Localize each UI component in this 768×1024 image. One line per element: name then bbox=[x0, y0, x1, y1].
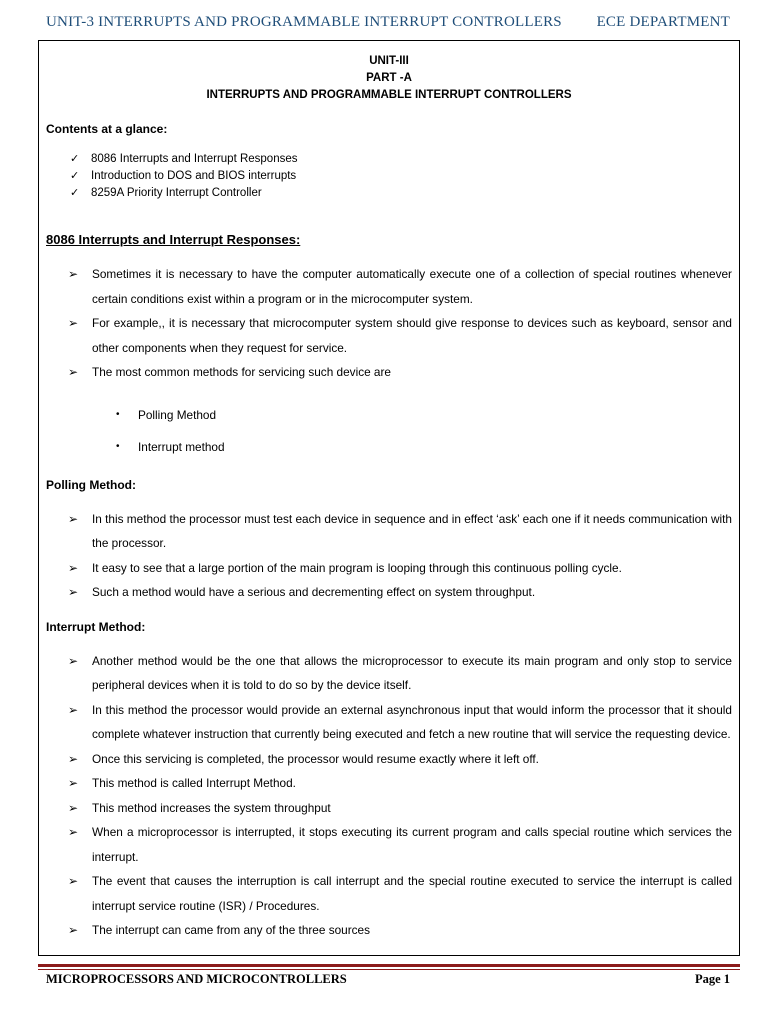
arrow-bullet-icon: ➢ bbox=[68, 825, 79, 839]
check-icon: ✓ bbox=[70, 153, 80, 165]
arrow-bullet-icon: ➢ bbox=[68, 874, 79, 888]
list-item: ➢ For example,, it is necessary that microcomputer system should give response to devices such as keyboard, sensor and other components when they request for service. bbox=[68, 311, 732, 360]
page-header bbox=[46, 14, 730, 38]
footer-rule-thick bbox=[38, 964, 740, 967]
list-item: ➢ Another method would be the one that allows the microprocessor to execute its main program and only stop to service peripheral devices when it is told to do so by the device itself. bbox=[68, 649, 732, 698]
interrupt-heading: Interrupt Method: bbox=[46, 619, 146, 634]
list-item: ➢ This method is called Interrupt Method. bbox=[68, 771, 732, 796]
list-item: ➢ The event that causes the interruption is call interrupt and the special routine executed to service the interrupt is called interrupt service routine (ISR) / Procedures. bbox=[68, 869, 732, 918]
footer-rule-thin bbox=[38, 969, 740, 970]
check-icon: ✓ bbox=[70, 170, 80, 182]
page-footer bbox=[46, 972, 730, 987]
list-item: • Interrupt method bbox=[116, 431, 732, 463]
list-item: ➢ The interrupt can came from any of the three sources bbox=[68, 918, 732, 943]
arrow-bullet-icon: ➢ bbox=[68, 365, 79, 379]
header-right: ECE DEPARTMENT bbox=[596, 14, 730, 30]
interrupt-points bbox=[68, 649, 732, 943]
list-item: ➢ This method increases the system throughput bbox=[68, 796, 732, 821]
arrow-bullet-icon: ➢ bbox=[68, 653, 79, 668]
list-item: ➢ Once this servicing is completed, the processor would resume exactly where it left off. bbox=[68, 747, 732, 772]
main-title: INTERRUPTS AND PROGRAMMABLE INTERRUPT CONTROLLERS bbox=[206, 89, 572, 101]
polling-points bbox=[68, 507, 732, 605]
arrow-bullet-icon: ➢ bbox=[68, 702, 79, 717]
contents-list bbox=[70, 151, 732, 202]
header-left: UNIT-3 INTERRUPTS AND PROGRAMMABLE INTERRUPT CONTROLLERS bbox=[46, 14, 562, 30]
dot-bullet-icon: • bbox=[116, 440, 120, 452]
list-item: ➢ It easy to see that a large portion of the main program is looping through this continuous polling cycle. bbox=[68, 556, 732, 581]
intro-points bbox=[68, 262, 732, 385]
arrow-bullet-icon: ➢ bbox=[68, 751, 79, 766]
list-item: ➢ In this method the processor would provide an external asynchronous input that would inform the processor that it should complete whatever instruction that currently being executed and fetch a new routine that will service the requesting device. bbox=[68, 698, 732, 747]
list-item: ➢ When a microprocessor is interrupted, it stops executing its current program and calls special routine which services the interrupt. bbox=[68, 820, 732, 869]
part-title: PART -A bbox=[366, 72, 412, 84]
footer-left: MICROPROCESSORS AND MICROCONTROLLERS bbox=[46, 972, 347, 986]
arrow-bullet-icon: ➢ bbox=[68, 585, 79, 599]
list-item: ➢ Sometimes it is necessary to have the computer automatically execute one of a collection of special routines whenever certain conditions exist within a program or in the microcomputer system. bbox=[68, 262, 732, 311]
list-item: ✓ 8259A Priority Interrupt Controller bbox=[70, 185, 732, 202]
document-body bbox=[46, 53, 732, 943]
check-icon: ✓ bbox=[70, 187, 80, 199]
arrow-bullet-icon: ➢ bbox=[68, 923, 79, 937]
arrow-bullet-icon: ➢ bbox=[68, 511, 79, 526]
list-item: • Polling Method bbox=[116, 399, 732, 431]
unit-title: UNIT-III bbox=[369, 55, 409, 67]
arrow-bullet-icon: ➢ bbox=[68, 267, 79, 281]
page-number: Page 1 bbox=[694, 972, 730, 986]
list-item: ✓ Introduction to DOS and BIOS interrupts bbox=[70, 168, 732, 185]
dot-bullet-icon: • bbox=[116, 408, 120, 420]
arrow-bullet-icon: ➢ bbox=[68, 316, 79, 330]
arrow-bullet-icon: ➢ bbox=[68, 800, 79, 815]
contents-heading: Contents at a glance: bbox=[46, 122, 168, 136]
arrow-bullet-icon: ➢ bbox=[68, 560, 79, 575]
arrow-bullet-icon: ➢ bbox=[68, 776, 79, 790]
list-item: ➢ The most common methods for servicing such device are bbox=[68, 360, 732, 385]
list-item: ➢ In this method the processor must test each device in sequence and in effect ‘ask’ each one if it needs communication with the processor. bbox=[68, 507, 732, 556]
polling-heading: Polling Method: bbox=[46, 477, 136, 492]
section-title: 8086 Interrupts and Interrupt Responses: bbox=[46, 232, 301, 247]
methods-list bbox=[116, 399, 732, 463]
list-item: ✓ 8086 Interrupts and Interrupt Responses bbox=[70, 151, 732, 168]
list-item: ➢ Such a method would have a serious and decrementing effect on system throughput. bbox=[68, 580, 732, 605]
